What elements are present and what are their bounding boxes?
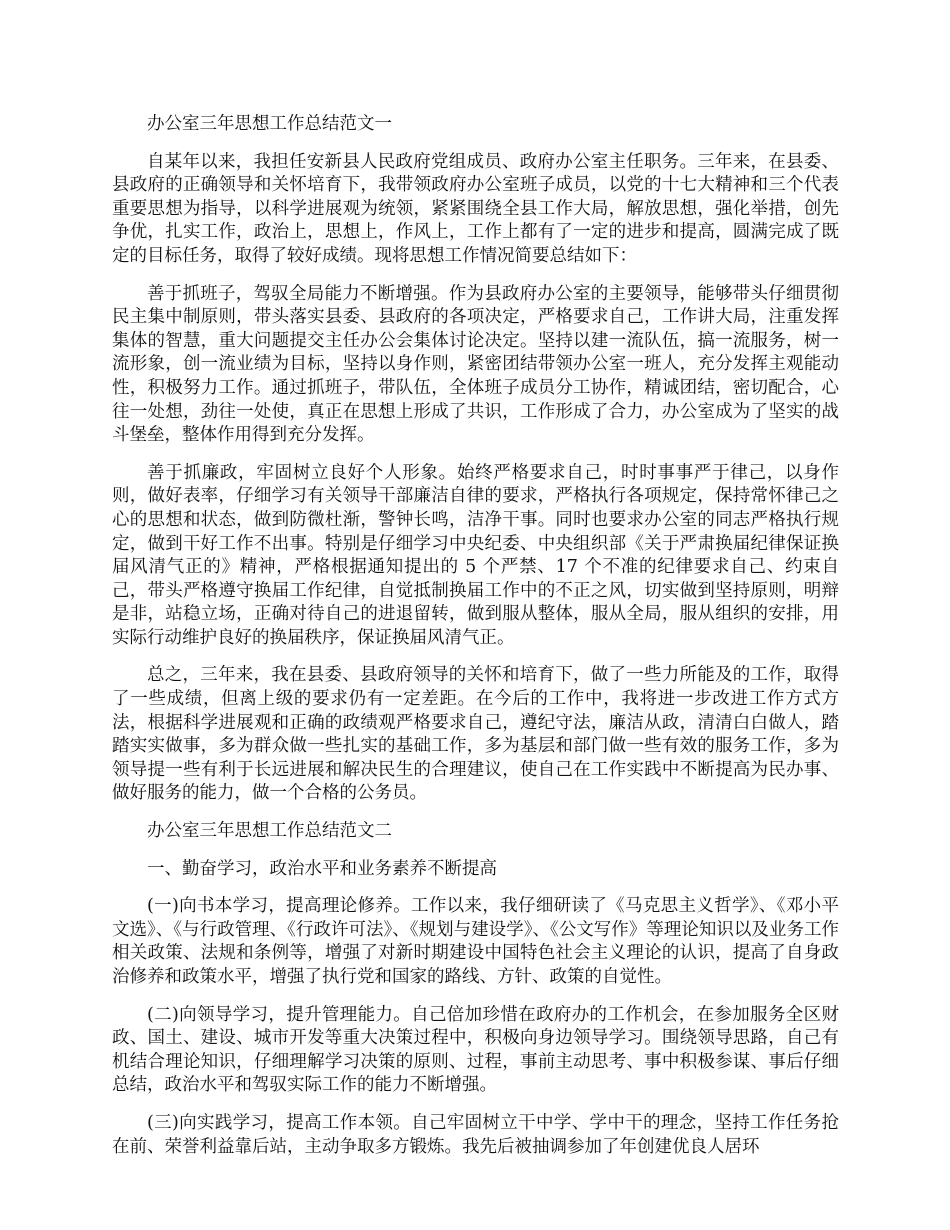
section-title-2: 办公室三年思想工作总结范文二: [147, 821, 392, 842]
paragraph: 善于抓廉政，牢固树立良好个人形象。始终严格要求自己，时时事事严于律己，以身作则，做好表率，仔细学习有关领导干部廉洁自律的要求，严格执行各项规定，保持常怀律己之心的思想和状态，做到防微杜渐，警钟长鸣，洁净干事。同时也要求办公室的同志严格执行规定，做到干好工作不出事。特别是仔细学习中央纪委、中央组织部《关于严肃换届纪律保证换届风清气正的》精神，严格根据通知提出的 5 个严禁、17 个不准的纪律要求自己、约束自己，带头严格遵守换届工作纪律，自觉抵制换届工作中的不正之风，切实做到坚持原则，明辩是非，站稳立场，正确对待自己的进退留转，做到服从整体，服从全局，服从组织的安排，用实际行动维护良好的换届秩序，保证换届风清气正。: [112, 462, 839, 648]
paragraph: 总之，三年来，我在县委、县政府领导的关怀和培育下，做了一些力所能及的工作，取得了一些成绩，但离上级的要求仍有一定差距。在今后的工作中，我将进一步改进工作方式方法，根据科学进展观和正确的政绩观严格要求自己，遵纪守法，廉洁从政，清清白白做人，踏踏实实做事，多为群众做一些扎实的基础工作，多为基层和部门做一些有效的服务工作，多为领导提一些有利于长远进展和解决民生的合理建议，使自己在工作实践中不断提高为民办事、做好服务的能力，做一个合格的公务员。: [112, 665, 839, 804]
paragraph: 自某年以来，我担任安新县人民政府党组成员、政府办公室主任职务。三年来，在县委、县政府的正确领导和关怀培育下，我带领政府办公室班子成员，以党的十七大精神和三个代表重要思想为指导，以科学进展观为统领，紧紧围绕全县工作大局，解放思想，强化举措，创先争优，扎实工作，政治上，思想上，作风上，工作上都有了一定的进步和提高，圆满完成了既定的目标任务，取得了较好成绩。现将思想工作情况简要总结如下：: [112, 151, 839, 266]
paragraph: (三)向实践学习，提高工作本领。自己牢固树立干中学、学中干的理念，坚持工作任务抢在前、荣誉利益靠后站，主动争取多方锻炼。我先后被抽调参加了年创建优良人居环: [112, 1112, 839, 1157]
document-body: [112, 113, 839, 1173]
paragraph: (二)向领导学习，提升管理能力。自己倍加珍惜在政府办的工作机会，在参加服务全区财政、国土、建设、城市开发等重大决策过程中，积极向身边领导学习。围绕领导思路，自己有机结合理论知识，仔细理解学习决策的原则、过程，事前主动思考、事中积极参谋、事后仔细总结，政治水平和驾驭实际工作的能力不断增强。: [112, 1004, 839, 1096]
paragraph: (一)向书本学习，提高理论修养。工作以来，我仔细研读了《马克思主义哲学》、《邓小平文选》、《与行政管理、《行政许可法》、《规划与建设学》、《公文写作》等理论知识以及业务工作相关政策、法规和条例等，增强了对新时期建设中国特色社会主义理论的认识，提高了自身政治修养和政策水平，增强了执行党和国家的路线、方针、政策的自觉性。: [112, 896, 839, 987]
subheading: 一、勤奋学习，政治水平和业务素养不断提高: [147, 858, 497, 879]
section-title-1: 办公室三年思想工作总结范文一: [147, 114, 392, 134]
paragraph: 善于抓班子，驾驭全局能力不断增强。作为县政府办公室的主要领导，能够带头仔细贯彻民主集中制原则，带头落实县委、县政府的各项决定，严格要求自己，工作讲大局，注重发挥集体的智慧，重大问题提交主任办公会集体讨论决定。坚持以建一流队伍，搞一流服务，树一流形象，创一流业绩为目标，坚持以身作则，紧密团结带领办公室一班人，充分发挥主观能动性，积极努力工作。通过抓班子，带队伍，全体班子成员分工协作，精诚团结，密切配合，心往一处想，劲往一处使，真正在思想上形成了共识，工作形成了合力，办公室成为了坚实的战斗堡垒，整体作用得到充分发挥。: [112, 283, 839, 446]
